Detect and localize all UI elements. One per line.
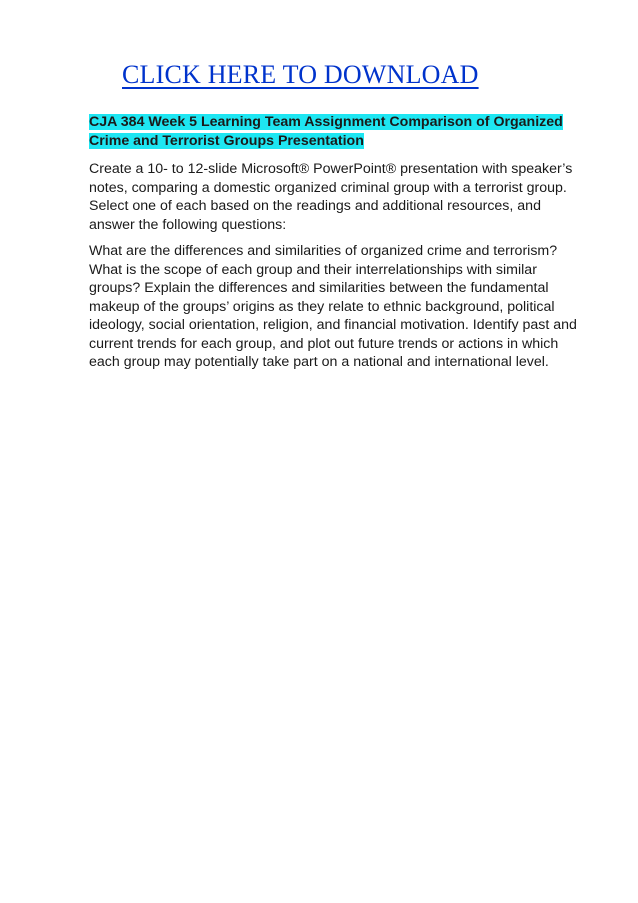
title-line-2: Crime and Terrorist Groups Presentation (89, 132, 364, 149)
title-line-1: CJA 384 Week 5 Learning Team Assignment Comparison of Organized (89, 114, 563, 130)
paragraph-line: answer the following questions: (89, 216, 287, 233)
paragraph-line: notes, comparing a domestic organized criminal group with a terrorist group. (89, 179, 567, 196)
download-link[interactable]: CLICK HERE TO DOWNLOAD (122, 60, 479, 89)
paragraph-line: each group may potentially take part on a national and international level. (89, 354, 549, 370)
paragraph-line: Create a 10- to 12-slide Microsoft® PowerPoint® presentation with speaker’s (89, 161, 573, 177)
instructions-paragraph (89, 160, 601, 234)
paragraph-line: groups? Explain the differences and similarities between the fundamental (89, 280, 549, 296)
paragraph-line: What are the differences and similarities of organized crime and terrorism? (89, 243, 558, 259)
paragraph-line: makeup of the groups’ origins as they relate to ethnic background, political (89, 298, 555, 315)
paragraph-line: current trends for each group, and plot out future trends or actions in which (89, 335, 559, 352)
paragraph-line: Select one of each based on the readings and additional resources, and (89, 198, 541, 214)
paragraph-line: ideology, social orientation, religion, and financial motivation. Identify past and (89, 317, 577, 333)
paragraph-line: What is the scope of each group and their interrelationships with similar (89, 261, 537, 278)
questions-paragraph (89, 242, 601, 372)
assignment-title (89, 113, 599, 150)
